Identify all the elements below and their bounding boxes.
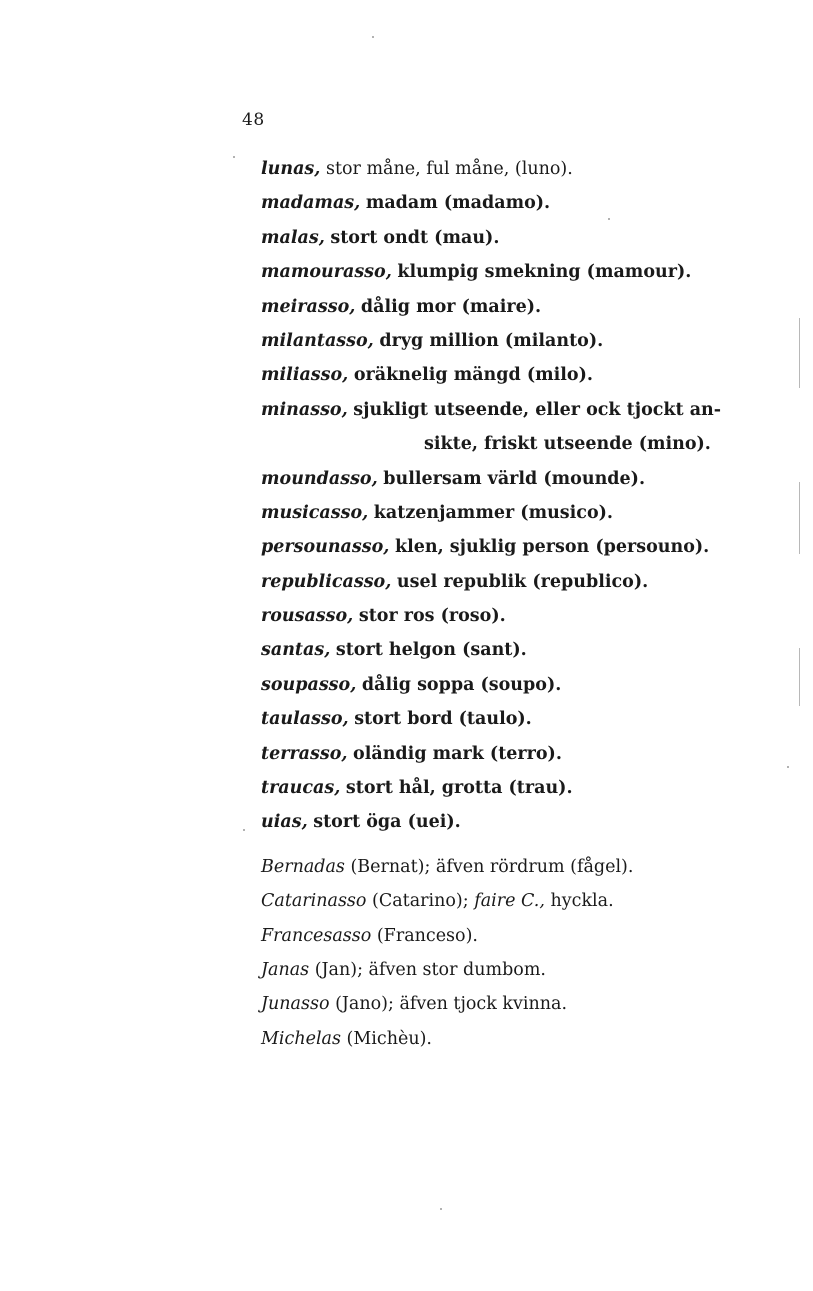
gloss: stort bord (taulo). (354, 709, 532, 730)
page-number: 48 (242, 110, 265, 130)
gloss: klumpig smekning (mamour). (397, 262, 692, 283)
gloss: stort öga (uei). (313, 812, 461, 833)
name-headword: Janas (261, 959, 310, 980)
headword: minasso, (261, 399, 348, 420)
gloss: stor ros (roso). (358, 606, 506, 627)
gloss: (Michèu). (346, 1028, 432, 1049)
headword: republicasso, (261, 571, 392, 592)
entry (261, 324, 781, 358)
headword: taulasso, (261, 709, 349, 730)
gloss-tail: hyckla. (550, 891, 614, 912)
gloss: stort hål, grotta (trau). (345, 778, 573, 799)
margin-mark (799, 318, 800, 388)
headword: persounasso, (261, 537, 390, 558)
speck (608, 218, 610, 220)
headword: moundasso, (261, 468, 378, 489)
headword: milantasso, (261, 330, 374, 351)
name-headword: Michelas (261, 1028, 341, 1049)
speck (243, 829, 245, 831)
gloss: (Catarino); (372, 891, 469, 912)
headword: madamas, (261, 193, 361, 214)
gloss: dryg million (milanto). (379, 330, 604, 351)
headword: santas, (261, 640, 331, 661)
entry (261, 255, 781, 289)
gloss: stort helgon (sant). (335, 640, 527, 661)
name-entry (261, 919, 781, 953)
name-headword: Francesasso (261, 925, 372, 946)
entry (261, 393, 781, 427)
gloss: dålig mor (maire). (360, 296, 542, 317)
speck (233, 156, 235, 158)
entry (261, 496, 781, 530)
entry (261, 633, 781, 667)
gloss: bullersam värld (mounde). (383, 468, 646, 489)
headword: soupasso, (261, 674, 357, 695)
gloss: dålig soppa (soupo). (361, 674, 562, 695)
gloss: oräknelig mängd (milo). (353, 365, 593, 386)
name-entry (261, 850, 781, 884)
name-entry (261, 1022, 781, 1056)
headword: mamourasso, (261, 262, 392, 283)
gloss: sjukligt utseende, eller ock tjockt an- (353, 399, 722, 420)
margin-mark (799, 482, 800, 554)
entry (261, 565, 781, 599)
entry (261, 771, 781, 805)
gloss: katzenjammer (musico). (373, 502, 614, 523)
entry (261, 702, 781, 736)
gloss: madam (madamo). (365, 193, 551, 214)
section-gap (261, 840, 781, 850)
gloss: sikte, friskt utseende (mino). (424, 434, 711, 455)
gloss: oländig mark (terro). (353, 743, 562, 764)
name-headword: Junasso (261, 994, 330, 1015)
name-entry (261, 953, 781, 987)
name-entry (261, 987, 781, 1021)
gloss: (Jan); äfven stor dumbom. (314, 959, 546, 980)
entry (261, 221, 781, 255)
speck (440, 1208, 442, 1210)
entry (261, 152, 781, 186)
entry (261, 290, 781, 324)
headword: uias, (261, 812, 308, 833)
headword: meirasso, (261, 296, 356, 317)
entry (261, 530, 781, 564)
speck (372, 36, 374, 38)
entry (261, 668, 781, 702)
gloss: stort ondt (mau). (330, 227, 500, 248)
entry-list (261, 152, 781, 1056)
headword: traucas, (261, 778, 341, 799)
entry (261, 186, 781, 220)
speck (787, 766, 789, 768)
entry (261, 599, 781, 633)
headword: rousasso, (261, 606, 354, 627)
gloss: usel republik (republico). (396, 571, 649, 592)
name-headword: Bernadas (261, 856, 345, 877)
name-entry (261, 884, 781, 918)
gloss: stor måne, ful måne, (luno). (325, 159, 573, 179)
gloss-italic: faire C., (474, 891, 545, 912)
entry-continuation (261, 427, 781, 461)
headword: malas, (261, 227, 325, 248)
entry (261, 462, 781, 496)
entry (261, 805, 781, 839)
gloss: (Franceso). (376, 925, 478, 946)
gloss: (Bernat); äfven rördrum (fågel). (350, 856, 634, 877)
headword: musicasso, (261, 502, 369, 523)
gloss: klen, sjuklig person (persouno). (394, 537, 710, 558)
margin-mark (799, 648, 800, 706)
name-headword: Catarinasso (261, 891, 367, 912)
gloss: (Jano); äfven tjock kvinna. (335, 994, 568, 1015)
entry (261, 737, 781, 771)
entry (261, 358, 781, 392)
headword: terrasso, (261, 743, 348, 764)
headword: miliasso, (261, 365, 349, 386)
headword: lunas, (261, 159, 321, 179)
